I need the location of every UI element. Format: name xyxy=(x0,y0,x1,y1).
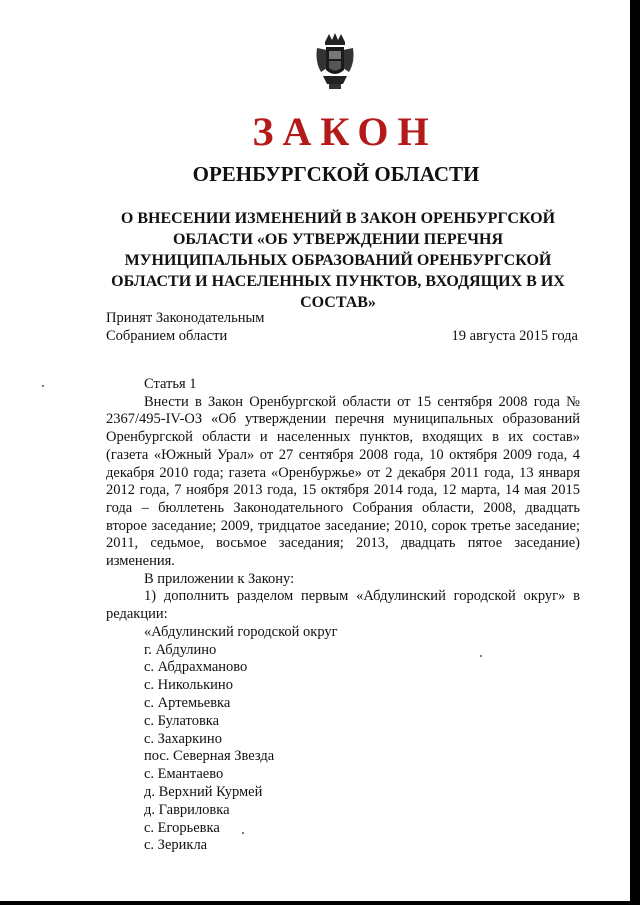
article-paragraph: Внести в Закон Оренбургской области от 15 сентября 2008 года № 2367/495-IV-ОЗ «Об утверждении перечня муниципальных образований Оренбургской области и населенных пунктов, входящих в их состав» (газета «Южный Урал» от 27 сентября 2008 года, 10 октября 2009 года, 4 декабря 2010 года; газета «Оренбуржье» от 2 декабря 2011 года, 13 января 2012 года, 7 ноября 2013 года, 15 октября 2014 года, 12 марта, 14 мая 2015 года – бюллетень Законодательного Собрания области, 2008, двадцать второе заседание; 2009, тридцатое заседание; 2010, сорок третье заседание; 2011, седьмое, восьмое заседания; 2013, двадцать пятое заседание) изменения. xyxy=(106,393,580,570)
list-item: с. Захаркино xyxy=(144,730,222,747)
adoption-date: 19 августа 2015 года xyxy=(451,328,578,344)
settlement-list xyxy=(106,624,580,855)
article-heading: Статья 1 xyxy=(144,376,197,392)
scan-speck xyxy=(242,832,244,834)
list-item: г. Абдулино xyxy=(144,641,217,658)
list-item: с. Зерикла xyxy=(144,837,208,854)
list-item: пос. Северная Звезда xyxy=(144,748,275,765)
scan-speck xyxy=(42,385,44,387)
region-title: ОРЕНБУРГСКОЙ ОБЛАСТИ xyxy=(192,162,480,186)
law-title: ЗАКОН xyxy=(252,109,438,154)
adoption-line-2: Собранием области xyxy=(106,328,228,344)
coat-of-arms-icon xyxy=(313,32,357,92)
scan-edge-bottom xyxy=(0,901,640,905)
list-item: с. Артемьевка xyxy=(144,695,231,712)
list-item: с. Абдрахманово xyxy=(144,659,248,676)
list-item: с. Емантаево xyxy=(144,766,224,783)
scan-speck xyxy=(480,655,482,657)
amendment-item-1: 1) дополнить разделом первым «Абдулинский городской округ» в редакции: xyxy=(106,588,580,623)
adoption-block xyxy=(106,309,264,345)
article-body xyxy=(106,376,580,855)
list-item: д. Гавриловка xyxy=(144,801,230,818)
list-item: с. Николькино xyxy=(144,677,233,694)
list-item: с. Егорьевка xyxy=(144,819,220,836)
list-item: «Абдулинский городской округ xyxy=(144,623,338,640)
law-subject: О ВНЕСЕНИИ ИЗМЕНЕНИЙ В ЗАКОН ОРЕНБУРГСКОЙ ОБЛАСТИ «ОБ УТВЕРЖДЕНИИ ПЕРЕЧНЯ МУНИЦИПАЛЬНЫХ ОБРАЗОВАНИЙ ОРЕНБУРГСКОЙ ОБЛАСТИ И НАСЕЛЕННЫХ ПУНКТОВ, ВХОДЯЩИХ В ИХ СОСТАВ» xyxy=(111,210,565,311)
appendix-intro: В приложении к Закону: xyxy=(144,570,295,587)
list-item: д. Верхний Курмей xyxy=(144,784,263,801)
adoption-line-1: Принят Законодательным xyxy=(106,310,265,326)
list-item: с. Булатовка xyxy=(144,712,220,729)
